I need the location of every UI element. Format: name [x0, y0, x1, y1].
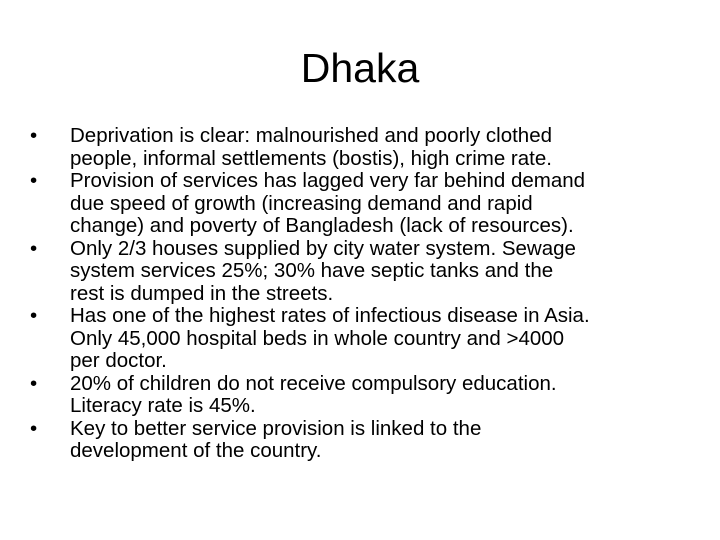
bullet-icon: •: [30, 371, 38, 395]
bullet-icon: •: [30, 304, 38, 327]
slide-title: Dhaka: [300, 45, 420, 91]
bullet-text: Deprivation is clear: malnourished and poorly clothed people, informal settlements (bostis), high crime rate.: [70, 124, 553, 170]
bullet-icon: •: [30, 416, 38, 440]
bullet-icon: •: [30, 169, 38, 192]
bullet-text: Only 2/3 houses supplied by city water system. Sewage system services 25%; 30% have septic tanks and the rest is dumped in the streets.: [70, 236, 576, 305]
bullet-text: Has one of the highest rates of infectious disease in Asia. Only 45,000 hospital beds in whole country and >4000 per doctor.: [70, 304, 590, 372]
bullet-item: [30, 373, 700, 418]
bullet-text: Key to better service provision is linked to the development of the country.: [70, 416, 482, 462]
bullet-icon: •: [30, 236, 38, 260]
bullet-item: [30, 238, 700, 306]
bullet-text: Provision of services has lagged very far behind demand due speed of growth (increasing demand and rapid change) and poverty of Bangladesh (lack of resources).: [70, 169, 586, 237]
bullet-item: [30, 305, 700, 373]
bullet-item: [30, 125, 700, 170]
bullet-item: [30, 170, 700, 238]
bullet-list: [30, 125, 700, 463]
bullet-item: [30, 418, 700, 463]
bullet-text: 20% of children do not receive compulsory education. Literacy rate is 45%.: [70, 371, 557, 417]
bullet-icon: •: [30, 124, 38, 147]
